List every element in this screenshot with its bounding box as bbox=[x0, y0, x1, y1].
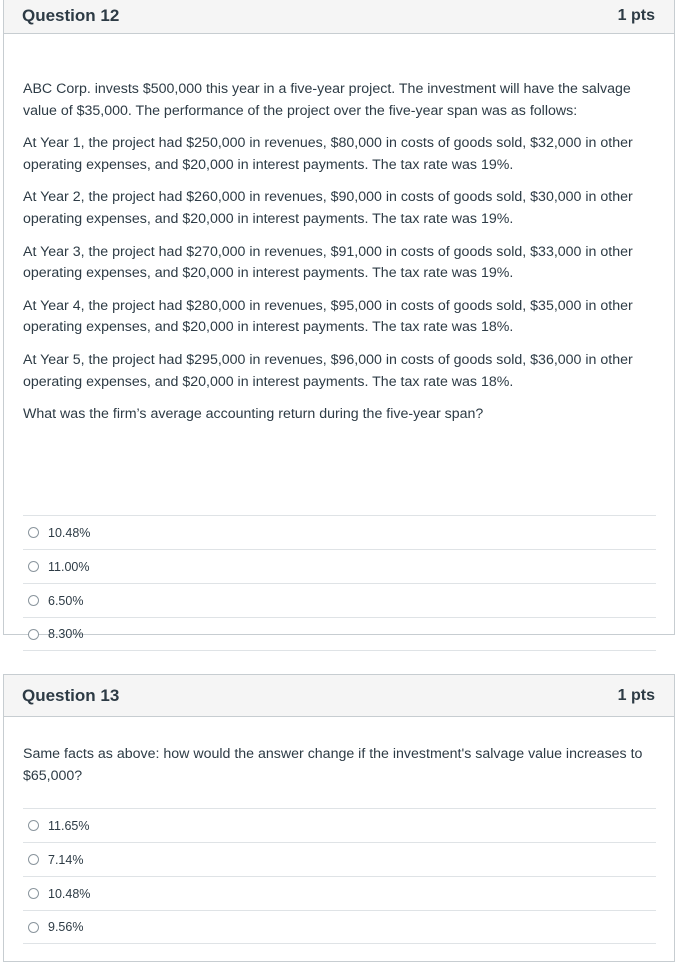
answer-label[interactable]: 11.65% bbox=[48, 818, 90, 833]
question-points: 1 pts bbox=[617, 686, 655, 704]
answer-label[interactable]: 10.48% bbox=[48, 525, 91, 540]
question-paragraph: ABC Corp. invests $500,000 this year in a five-year project. The investment will have the salvage value of $35,000. The performance of the project over the five-year span was as follows: bbox=[23, 81, 631, 119]
answer-option[interactable] bbox=[23, 842, 656, 876]
answer-option[interactable] bbox=[23, 617, 656, 651]
answer-option[interactable] bbox=[23, 876, 656, 910]
question-paragraph: At Year 5, the project had $295,000 in revenues, $96,000 in costs of goods sold, $36,000 in other operating expenses, and $20,000 in interest payments. The tax rate was 18%. bbox=[23, 351, 633, 390]
question-points: 1 pts bbox=[617, 7, 655, 24]
question-text bbox=[23, 717, 656, 787]
question-paragraph: What was the firm’s average accounting return during the five-year span? bbox=[23, 406, 484, 423]
radio-button[interactable] bbox=[28, 629, 39, 640]
radio-button[interactable] bbox=[28, 888, 39, 899]
question-title: Question 12 bbox=[22, 6, 120, 25]
question-paragraph: At Year 1, the project had $250,000 in revenues, $80,000 in costs of goods sold, $32,000 in other operating expenses, and $20,000 in interest payments. The tax rate was 19%. bbox=[23, 135, 633, 173]
question-paragraph: At Year 4, the project had $280,000 in revenues, $95,000 in costs of goods sold, $35,000 in other operating expenses, and $20,000 in interest payments. The tax rate was 18%. bbox=[23, 297, 633, 336]
question-body bbox=[4, 717, 674, 944]
answer-list bbox=[23, 808, 656, 944]
answer-option[interactable] bbox=[23, 549, 656, 583]
answer-label[interactable]: 10.48% bbox=[48, 886, 91, 901]
question-text bbox=[23, 34, 656, 450]
answer-label[interactable]: 7.14% bbox=[48, 852, 84, 867]
answer-option[interactable] bbox=[23, 583, 656, 617]
answer-label[interactable]: 8.30% bbox=[48, 627, 84, 641]
question-header bbox=[4, 0, 674, 34]
answer-option[interactable] bbox=[23, 808, 656, 842]
answer-option[interactable] bbox=[23, 910, 656, 944]
question-paragraph: Same facts as above: how would the answer change if the investment's salvage value increases to $65,000? bbox=[23, 746, 643, 784]
radio-button[interactable] bbox=[28, 922, 39, 933]
answer-label[interactable]: 6.50% bbox=[48, 593, 84, 608]
question-header bbox=[4, 675, 674, 717]
answer-option[interactable] bbox=[23, 515, 656, 549]
radio-button[interactable] bbox=[28, 854, 39, 865]
question-paragraph: At Year 3, the project had $270,000 in revenues, $91,000 in costs of goods sold, $33,000 in other operating expenses, and $20,000 in interest payments. The tax rate was 19%. bbox=[23, 243, 633, 282]
answer-label[interactable]: 9.56% bbox=[48, 920, 84, 935]
radio-button[interactable] bbox=[28, 561, 39, 572]
question-paragraph: At Year 2, the project had $260,000 in revenues, $90,000 in costs of goods sold, $30,000 in other operating expenses, and $20,000 in interest payments. The tax rate was 19%. bbox=[23, 189, 633, 227]
radio-button[interactable] bbox=[28, 595, 39, 606]
question-title: Question 13 bbox=[22, 685, 120, 705]
question-13-card bbox=[3, 674, 675, 962]
question-body bbox=[4, 34, 674, 651]
question-12-card bbox=[3, 0, 675, 641]
answer-list bbox=[23, 515, 656, 651]
radio-button[interactable] bbox=[28, 527, 39, 538]
answer-label[interactable]: 11.00% bbox=[48, 559, 90, 574]
radio-button[interactable] bbox=[28, 820, 39, 831]
